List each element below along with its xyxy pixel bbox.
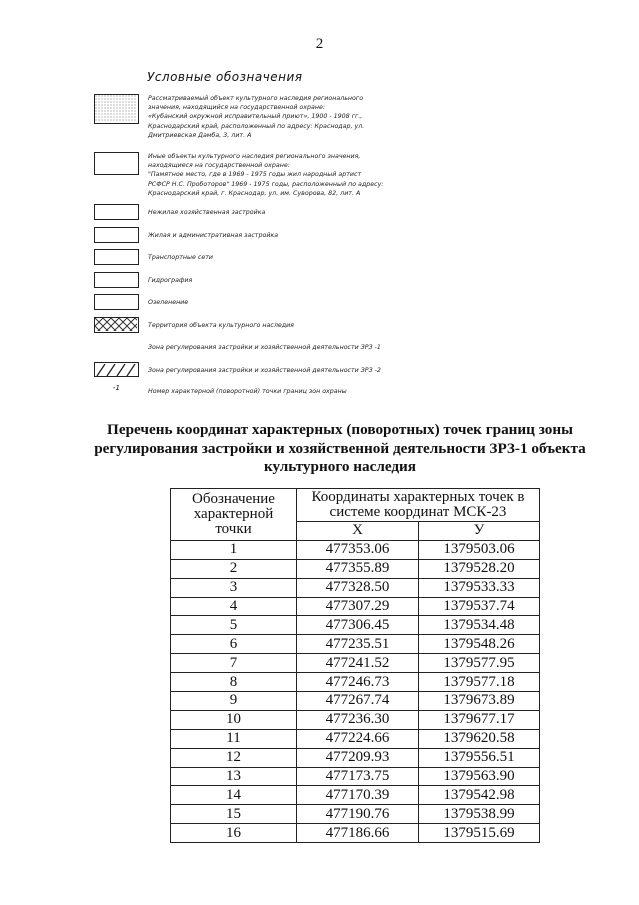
cell-point: 8 [171,673,297,692]
legend-swatch-nonresidential [94,204,139,220]
cell-y: 1379533.33 [419,578,540,597]
header-coordinates: Координаты характерных точек в системе координат МСК-23 [297,489,540,522]
table-row [171,654,540,673]
cross-hatch-icon [95,318,137,331]
cell-x: 477307.29 [297,597,419,616]
legend-swatch-main-object [94,94,139,124]
table-row [171,559,540,578]
legend-text-residential: Жилая и административная застройка [148,232,279,239]
table-row [171,692,540,711]
cell-x: 477209.93 [297,748,419,767]
cell-point: 9 [171,692,297,711]
cell-x: 477306.45 [297,616,419,635]
coordinates-table [170,488,540,843]
page-number: 2 [315,36,324,52]
cell-y: 1379542.98 [419,786,540,805]
diagonal-hatch-icon [95,364,137,376]
legend-swatch-residential [94,227,139,243]
legend-text-main-object: Рассматриваемый объект культурного наследия регионального значения, находящийся на государственной охране: «Кубанский окружной исправительный приют», 1900 - 1908 гг., Краснодарский край, расположенный по адресу: Краснодар, ул. Дмитриевская Дамба, 3, лит. А [148,95,365,139]
legend-swatch-zrz2 [94,362,139,377]
cell-y: 1379515.69 [419,824,540,843]
legend-swatch-hydrography [94,272,139,288]
cell-point: 11 [171,729,297,748]
cell-point: 6 [171,635,297,654]
point-number-mark: -1 [113,384,120,392]
cell-y: 1379677.17 [419,710,540,729]
cell-y: 1379548.26 [419,635,540,654]
table-row [171,540,540,559]
cell-x: 477246.73 [297,673,419,692]
legend-swatch-greenery [94,294,139,310]
legend-text-other-objects: Иные объекты культурного наследия регионального значения, находящиеся на государственной охране: "Памятное место, где в 1969 - 1975 годы жил народный артист РСФСР Н.С. Проботоров" 1969 - 1975 годы, расположенный по адресу: Краснодарский край, г. Краснодар, ул. им. Суворова, 82, лит. А [148,153,384,197]
table-row [171,597,540,616]
cell-y: 1379556.51 [419,748,540,767]
legend-swatch-heritage-territory [94,317,139,333]
cell-y: 1379503.06 [419,540,540,559]
cell-point: 10 [171,710,297,729]
legend-title: Условные обозначения [147,70,303,84]
cell-y: 1379537.74 [419,597,540,616]
cell-point: 5 [171,616,297,635]
cell-x: 477173.75 [297,767,419,786]
header-point-designation: Обозначение характерной точки [171,489,297,541]
legend-swatch-zrz1 [94,344,139,346]
cell-x: 477186.66 [297,824,419,843]
table-row [171,729,540,748]
cell-x: 477353.06 [297,540,419,559]
cell-x: 477224.66 [297,729,419,748]
legend-swatch-other-objects [94,152,139,175]
stipple-pattern-icon [95,95,137,122]
document-title: Перечень координат характерных (поворотных) точек границ зоны регулирования застройки и хозяйственной деятельности ЗРЗ-1 объекта культурного наследия [94,421,586,475]
cell-y: 1379563.90 [419,767,540,786]
cell-point: 7 [171,654,297,673]
cell-y: 1379528.20 [419,559,540,578]
legend-text-nonresidential: Нежилая хозяйственная застройка [148,209,266,216]
table-row [171,805,540,824]
legend-text-transport: Транспортные сети [148,254,213,261]
cell-x: 477170.39 [297,786,419,805]
legend-text-zrz1: Зона регулирования застройки и хозяйственной деятельности ЗРЗ -1 [148,344,381,351]
cell-x: 477328.50 [297,578,419,597]
legend-text-hydrography: Гидрография [148,277,193,284]
table-row [171,578,540,597]
cell-y: 1379534.48 [419,616,540,635]
table-row [171,710,540,729]
cell-y: 1379673.89 [419,692,540,711]
cell-point: 2 [171,559,297,578]
cell-y: 1379620.58 [419,729,540,748]
cell-point: 1 [171,540,297,559]
cell-x: 477235.51 [297,635,419,654]
cell-point: 15 [171,805,297,824]
legend-text-greenery: Озеленение [148,299,189,306]
legend-swatch-transport [94,249,139,265]
cell-point: 16 [171,824,297,843]
table-row [171,824,540,843]
table-row [171,767,540,786]
header-x: X [297,522,419,541]
cell-x: 477190.76 [297,805,419,824]
table-row [171,786,540,805]
cell-x: 477236.30 [297,710,419,729]
legend-text-zrz2: Зона регулирования застройки и хозяйственной деятельности ЗРЗ -2 [148,367,381,374]
legend-text-point-number: Номер характерной (поворотной) точки границ зон охраны [148,388,347,395]
cell-point: 14 [171,786,297,805]
table-row [171,616,540,635]
table-header-row [171,489,540,522]
cell-y: 1379577.18 [419,673,540,692]
cell-x: 477241.52 [297,654,419,673]
cell-x: 477355.89 [297,559,419,578]
table-row [171,673,540,692]
cell-point: 13 [171,767,297,786]
cell-point: 4 [171,597,297,616]
cell-point: 3 [171,578,297,597]
cell-point: 12 [171,748,297,767]
legend-text-heritage-territory: Территория объекта культурного наследия [148,322,294,329]
cell-y: 1379577.95 [419,654,540,673]
cell-y: 1379538.99 [419,805,540,824]
table-row [171,748,540,767]
table-row [171,635,540,654]
cell-x: 477267.74 [297,692,419,711]
header-y: У [419,522,540,541]
